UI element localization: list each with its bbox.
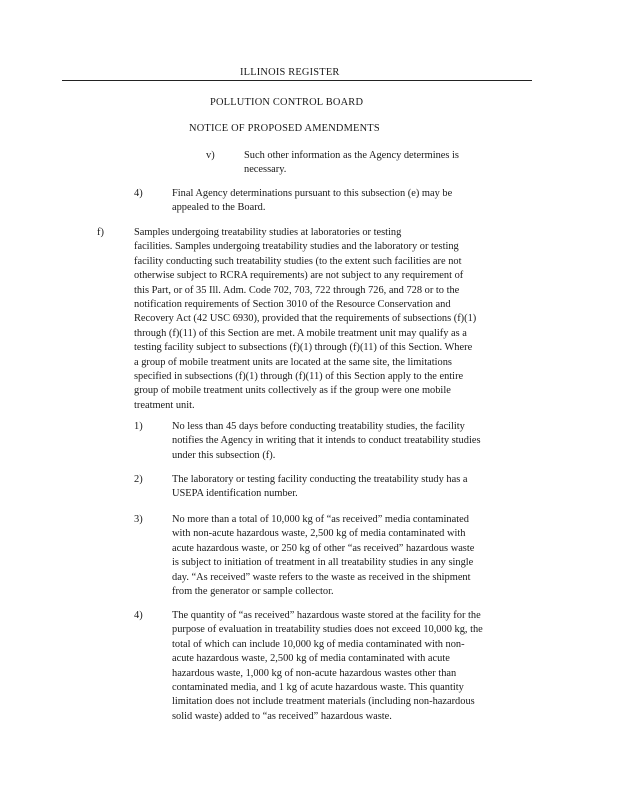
text-line: group of mobile treatment units collectively as if the group were one mobile — [134, 385, 451, 397]
text-line: Recovery Act (42 USC 6930), provided that the requirements of subsections (f)(1) — [134, 313, 477, 325]
text-line: solid waste) added to “as received” hazardous waste. — [172, 710, 392, 722]
text-line: necessary. — [244, 164, 287, 176]
text-line: notifies the Agency in writing that it intends to conduct treatability studies — [172, 435, 481, 447]
text-line: is subject to initiation of treatment in all treatability studies in any single — [172, 557, 474, 569]
text-line: otherwise subject to RCRA requirements) are not subject to any requirement of — [134, 270, 464, 282]
item-v-label: v) — [206, 150, 215, 161]
f2-label: 2) — [134, 474, 143, 485]
text-line: Such other information as the Agency determines is — [244, 150, 459, 161]
item-v-text — [244, 149, 534, 178]
text-line: purpose of evaluation in treatability studies does not exceed 10,000 kg, the — [172, 624, 483, 636]
section-f-label: f) — [97, 227, 104, 238]
text-line: USEPA identification number. — [172, 488, 298, 500]
text-line: facility conducting such treatability studies (to the extent such facilities are not — [134, 255, 462, 267]
text-line: testing facility subject to subsections (f)(1) through (f)(11) of this Section. Where — [134, 342, 473, 354]
f4-text — [172, 609, 544, 724]
register-title: ILLINOIS REGISTER — [240, 67, 340, 78]
text-line: limitation does not include treatment materials (including non-hazardous — [172, 696, 475, 708]
text-line: contaminated media, and 1 kg of acute hazardous waste. This quantity — [172, 682, 464, 694]
text-line: this Part, or of 35 Ill. Adm. Code 702, 703, 722 through 726, and 728 or to the — [134, 284, 460, 296]
item-4-upper-label: 4) — [134, 188, 143, 199]
board-title: POLLUTION CONTROL BOARD — [210, 97, 364, 108]
text-line: treatment unit. — [134, 399, 195, 411]
f1-label: 1) — [134, 421, 143, 432]
text-line: hazardous waste, 1,000 kg of non-acute hazardous wastes other than — [172, 667, 457, 679]
text-line: notification requirements of Section 3010 of the Resource Conservation and — [134, 299, 451, 311]
text-line: under this subsection (f). — [172, 449, 276, 461]
text-line: No less than 45 days before conducting treatability studies, the facility — [172, 421, 465, 432]
f3-label: 3) — [134, 514, 143, 525]
text-line: acute hazardous waste, 2,500 kg of media contaminated with acute — [172, 653, 450, 665]
text-line: facilities. Samples undergoing treatability studies and the laboratory or testing — [134, 241, 459, 253]
text-line: from the generator or sample collector. — [172, 586, 334, 598]
f4-label: 4) — [134, 610, 143, 621]
text-line: through (f)(11) of this Section are met. A mobile treatment unit may qualify as a — [134, 327, 467, 339]
f3-text — [172, 513, 544, 599]
item-4-upper-text — [172, 187, 532, 216]
f2-text — [172, 473, 544, 502]
text-line: Samples undergoing treatability studies at laboratories or testing — [134, 227, 402, 238]
text-line: specified in subsections (f)(1) through (f)(11) of this Section apply to the entire — [134, 371, 464, 383]
header-rule — [62, 80, 532, 81]
notice-title: NOTICE OF PROPOSED AMENDMENTS — [189, 123, 380, 134]
text-line: with non-acute hazardous waste, 2,500 kg of media contaminated with — [172, 528, 466, 540]
text-line: No more than a total of 10,000 kg of “as received” media contaminated — [172, 514, 469, 525]
f1-text — [172, 420, 544, 463]
section-f-text — [134, 226, 544, 413]
text-line: appealed to the Board. — [172, 202, 266, 214]
text-line: Final Agency determinations pursuant to this subsection (e) may be — [172, 188, 453, 199]
text-line: total of which can include 10,000 kg of media contaminated with non- — [172, 638, 465, 650]
text-line: day. “As received” waste refers to the waste as received in the shipment — [172, 571, 471, 583]
text-line: a group of mobile treatment units are located at the same site, the limitations — [134, 356, 452, 368]
text-line: The laboratory or testing facility conducting the treatability study has a — [172, 474, 468, 485]
text-line: acute hazardous waste, or 250 kg of other “as received” hazardous waste — [172, 542, 475, 554]
text-line: The quantity of “as received” hazardous waste stored at the facility for the — [172, 610, 481, 621]
